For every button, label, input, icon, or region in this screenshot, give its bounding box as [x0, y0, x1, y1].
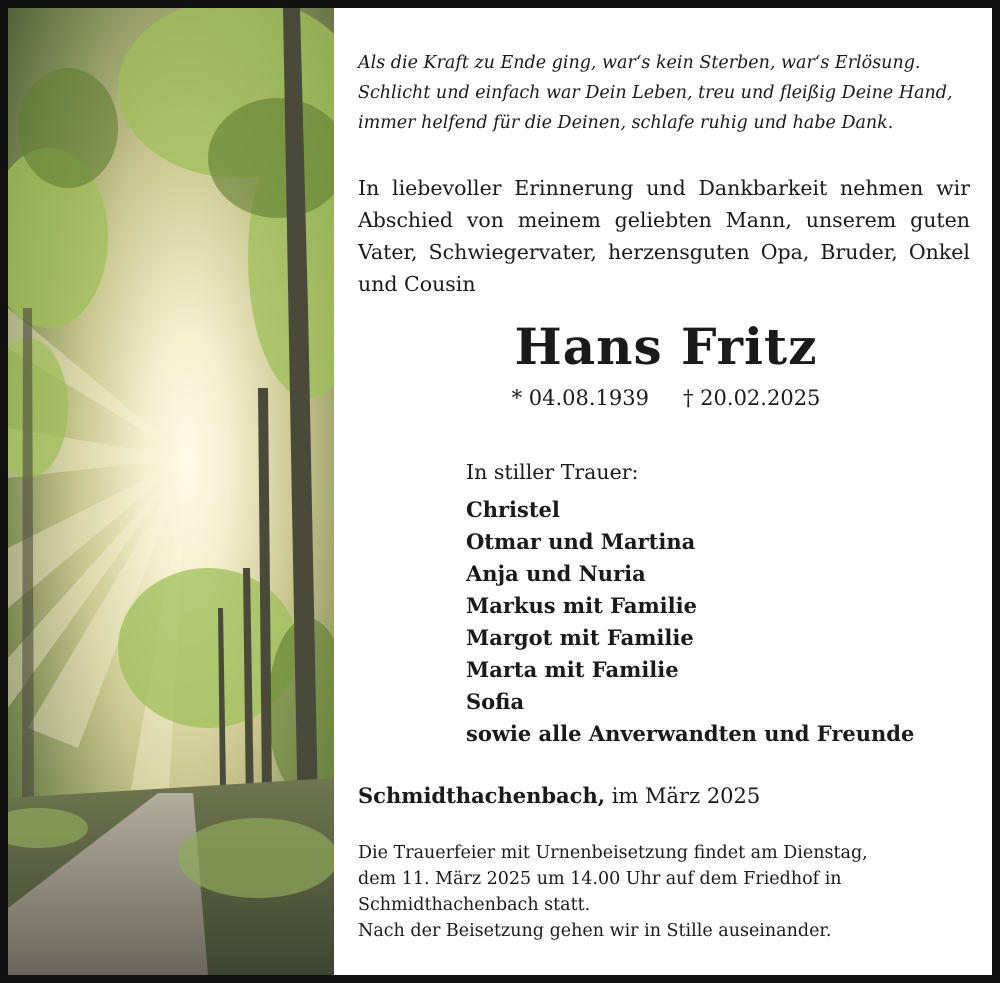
life-dates: [358, 382, 974, 414]
forest-photo-illustration: [8, 8, 334, 975]
mourner-name: Markus mit Familie: [466, 593, 697, 618]
birth-date: * 04.08.1939: [511, 386, 649, 410]
funeral-info: [358, 840, 970, 944]
deceased-name: Hans Fritz: [514, 317, 818, 376]
intro-text: In liebevoller Erinnerung und Dankbarkeit nehmen wir Abschied von meinem geliebten Mann, unserem guten Vater, Schwiegervater, herzensguten Opa, Bruder, Onkel und Cousin: [358, 176, 970, 296]
funeral-line: Schmidthachenbach statt.: [358, 895, 591, 915]
poem-line: Schlicht und einfach war Dein Leben, treu und fleißig Deine Hand,: [358, 83, 953, 103]
funeral-line: Nach der Beisetzung gehen wir in Stille auseinander.: [358, 921, 832, 941]
place-date-line: [358, 780, 974, 812]
place-name: Schmidthachenbach,: [358, 783, 606, 808]
mourner-name: Otmar und Martina: [466, 529, 696, 554]
mourner-name: Christel: [466, 497, 560, 522]
mourners-title: In stiller Trauer:: [466, 460, 639, 484]
funeral-line: dem 11. März 2025 um 14.00 Uhr auf dem Friedhof in: [358, 869, 842, 889]
funeral-line: Die Trauerfeier mit Urnenbeisetzung findet am Dienstag,: [358, 843, 868, 863]
poem-line: immer helfend für die Deinen, schlafe ruhig und habe Dank.: [358, 113, 894, 133]
mourner-name: Sofia: [466, 689, 525, 714]
death-date: † 20.02.2025: [683, 386, 821, 410]
mourner-name: sowie alle Anverwandten und Freunde: [466, 721, 915, 746]
mourner-name: Margot mit Familie: [466, 625, 694, 650]
poem: [358, 48, 974, 138]
mourners-section: [466, 456, 986, 750]
notice-date: im März 2025: [611, 784, 761, 808]
poem-line: Als die Kraft zu Ende ging, war‘s kein Sterben, war‘s Erlösung.: [358, 53, 921, 73]
mourner-name: Anja und Nuria: [466, 561, 646, 586]
forest-sunbeam-image: [8, 8, 334, 975]
mourner-name: Marta mit Familie: [466, 657, 679, 682]
mourners-list: [466, 494, 986, 750]
